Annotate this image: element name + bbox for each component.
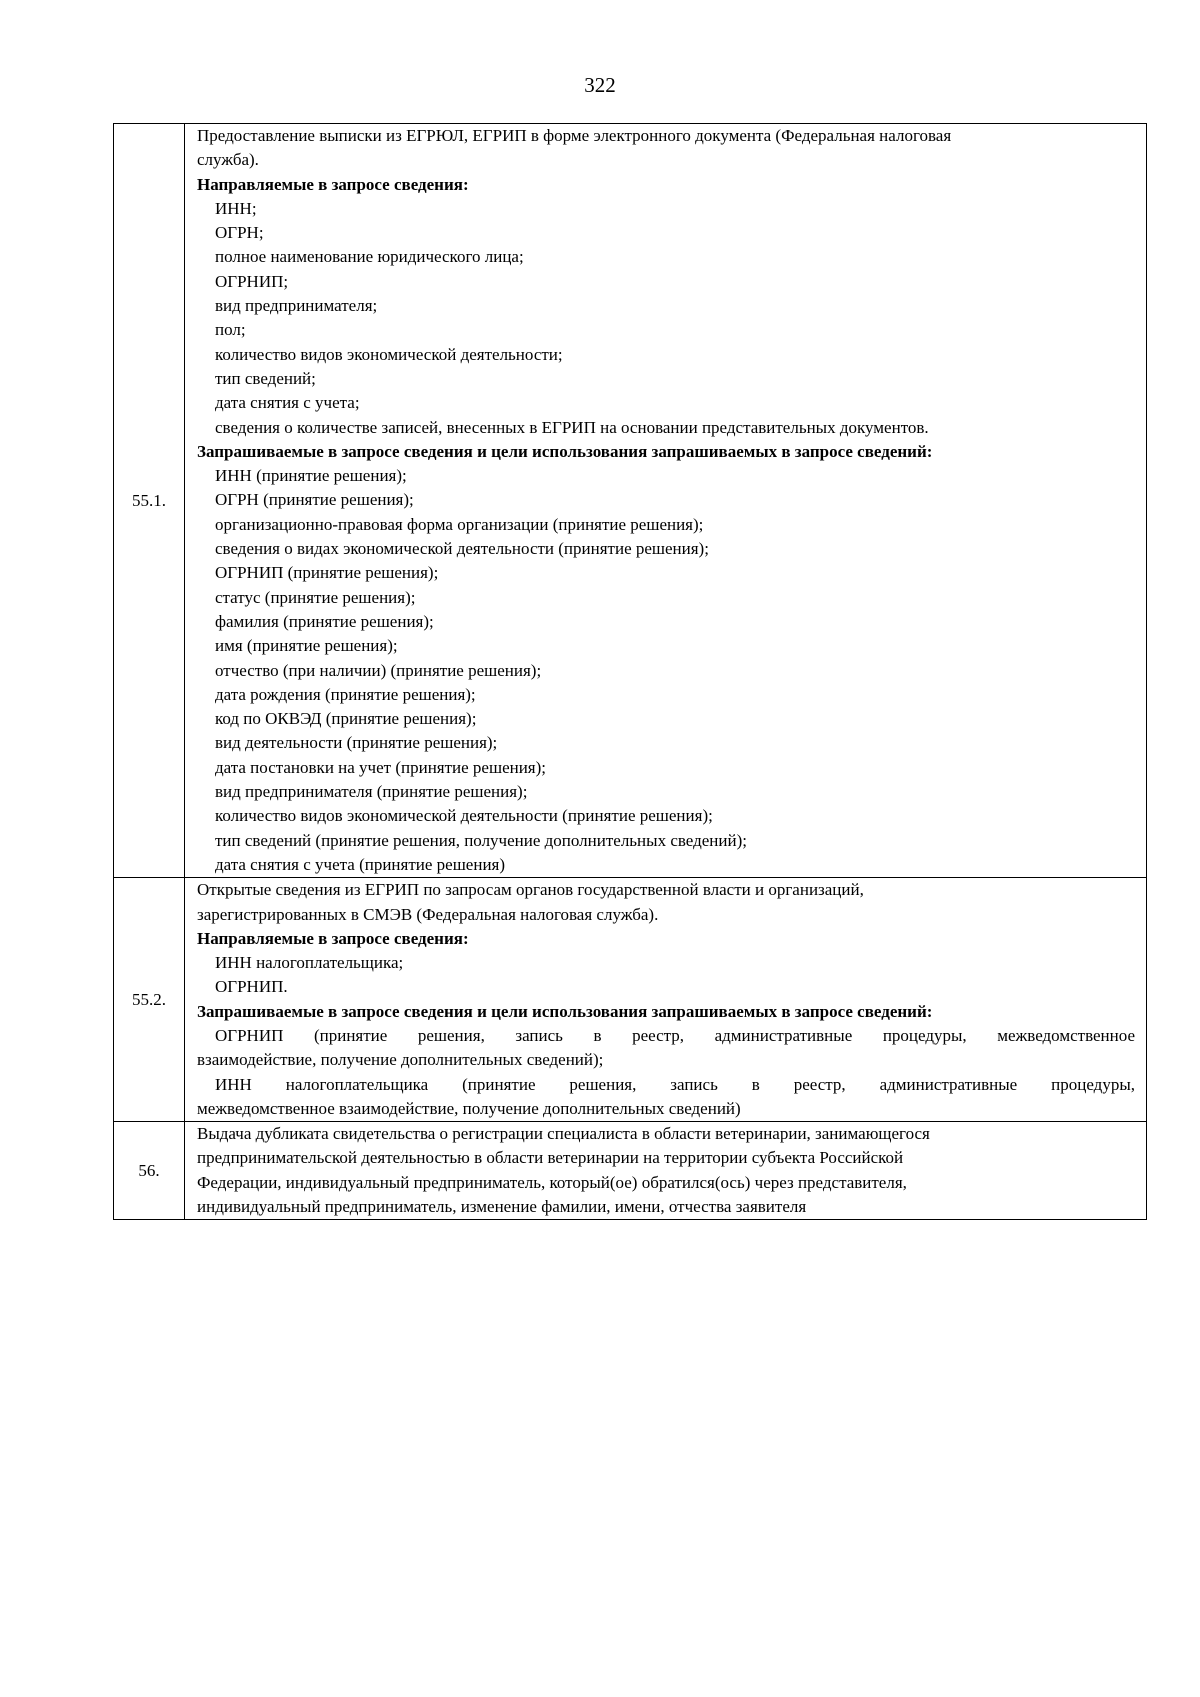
content-line: Предоставление выписки из ЕГРЮЛ, ЕГРИП в форме электронного документа (Федеральная налоговая — [197, 126, 952, 145]
content-line: предпринимательской деятельностью в области ветеринарии на территории субъекта Российской — [197, 1148, 904, 1168]
content-line: пол; — [215, 320, 246, 340]
content-line: вид предпринимателя (принятие решения); — [215, 782, 528, 802]
content-line: ИНН налогоплательщика (принятие решения, запись в реестр, административные процедуры, — [215, 1074, 1135, 1094]
content-line: дата постановки на учет (принятие решения); — [215, 757, 547, 777]
content-line: ИНН; — [215, 198, 257, 218]
content-line: код по ОКВЭД (принятие решения); — [215, 709, 477, 729]
section-heading: Направляемые в запросе сведения: — [197, 174, 469, 194]
row-number: 55.2. — [114, 878, 185, 1122]
content-line: Открытые сведения из ЕГРИП по запросам органов государственной власти и организаций, — [197, 880, 864, 900]
content-line: служба). — [197, 150, 259, 170]
page-number: 322 — [584, 73, 616, 97]
row-content — [185, 1122, 1147, 1220]
content-line: ОГРН (принятие решения); — [215, 490, 414, 510]
content-line: сведения о количестве записей, внесенных в ЕГРИП на основании представительных документов. — [215, 417, 929, 437]
content-line: ОГРНИП. — [215, 977, 288, 997]
table-row — [114, 1122, 1147, 1220]
content-line: ИНН налогоплательщика; — [215, 953, 404, 973]
content-line: отчество (при наличии) (принятие решения); — [215, 660, 542, 680]
content-line: количество видов экономической деятельности; — [215, 344, 563, 364]
content-line: взаимодействие, получение дополнительных сведений); — [197, 1050, 604, 1070]
section-heading: Запрашиваемые в запросе сведения и цели использования запрашиваемых в запросе сведений: — [197, 441, 933, 461]
content-line: фамилия (принятие решения); — [215, 611, 434, 631]
content-line: тип сведений (принятие решения, получение дополнительных сведений); — [215, 830, 747, 850]
section-heading: Запрашиваемые в запросе сведения и цели использования запрашиваемых в запросе сведений: — [197, 1001, 933, 1021]
content-line: ОГРНИП (принятие решения, запись в реестр, административные процедуры, межведомственное — [215, 1025, 1135, 1045]
section-heading: Направляемые в запросе сведения: — [197, 928, 469, 948]
content-line: вид деятельности (принятие решения); — [215, 733, 498, 753]
row-number: 55.1. — [114, 124, 185, 878]
content-line: дата снятия с учета (принятие решения) — [215, 854, 506, 874]
content-line: статус (принятие решения); — [215, 587, 416, 607]
content-line: индивидуальный предприниматель, изменение фамилии, имени, отчества заявителя — [197, 1197, 807, 1217]
row-content — [185, 878, 1147, 1122]
content-line: ОГРНИП; — [215, 271, 289, 291]
content-line: межведомственное взаимодействие, получение дополнительных сведений) — [197, 1098, 741, 1118]
table-body — [114, 124, 1147, 1220]
content-line: вид предпринимателя; — [215, 296, 378, 316]
content-line: имя (принятие решения); — [215, 636, 398, 656]
content-line: Выдача дубликата свидетельства о регистрации специалиста в области ветеринарии, занимающегося — [197, 1124, 930, 1144]
row-number: 56. — [114, 1122, 185, 1220]
content-line: дата снятия с учета; — [215, 393, 360, 413]
content-line: сведения о видах экономической деятельности (принятие решения); — [215, 539, 709, 559]
services-table — [113, 123, 1147, 1220]
row-content — [185, 124, 1147, 878]
content-line: Федерации, индивидуальный предприниматель, который(ое) обратился(ось) через представителя, — [197, 1172, 907, 1192]
content-line: тип сведений; — [215, 368, 316, 388]
content-line: дата рождения (принятие решения); — [215, 684, 476, 704]
content-line: ИНН (принятие решения); — [215, 466, 407, 486]
content-line: зарегистрированных в СМЭВ (Федеральная налоговая служба). — [197, 904, 659, 924]
content-line: ОГРНИП (принятие решения); — [215, 563, 439, 583]
content-line: количество видов экономической деятельности (принятие решения); — [215, 806, 713, 826]
content-line: полное наименование юридического лица; — [215, 247, 524, 267]
table-row — [114, 124, 1147, 878]
content-line: ОГРН; — [215, 223, 264, 243]
content-line: организационно-правовая форма организации (принятие решения); — [215, 514, 704, 534]
table-row — [114, 878, 1147, 1122]
